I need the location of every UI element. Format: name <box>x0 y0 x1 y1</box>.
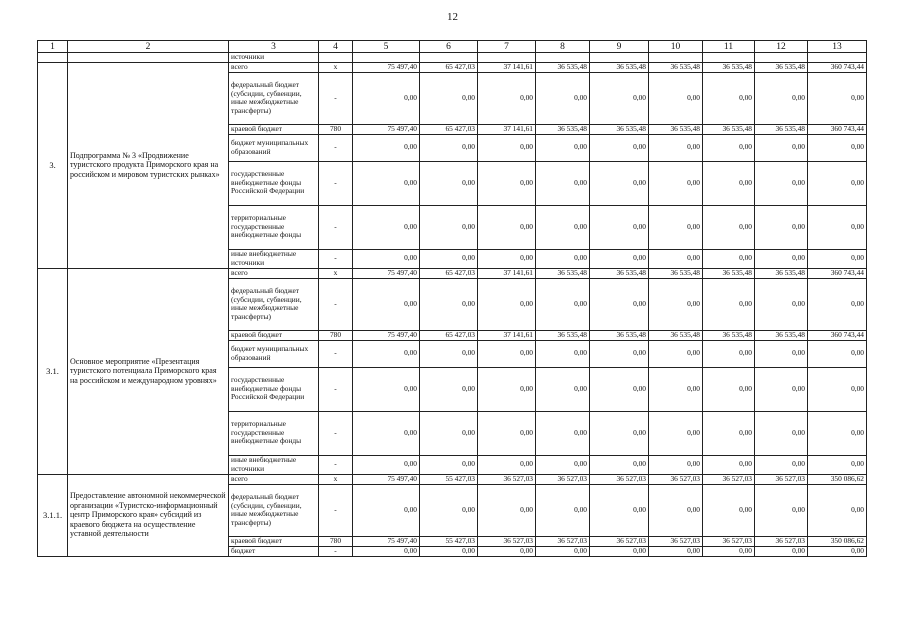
empty-cell <box>353 53 420 63</box>
empty-cell <box>808 53 867 63</box>
funding-source-label: краевой бюджет <box>229 536 319 546</box>
value-cell: 0,00 <box>420 340 478 367</box>
empty-cell <box>68 53 229 63</box>
value-cell: 36 535,48 <box>703 268 755 278</box>
value-cell: 0,00 <box>649 205 703 249</box>
value-cell: 0,00 <box>353 484 420 536</box>
column-header-7: 7 <box>478 41 536 53</box>
value-cell: 0,00 <box>808 546 867 556</box>
value-cell: 0,00 <box>536 546 590 556</box>
value-cell: 36 535,48 <box>755 124 808 134</box>
column-header-11: 11 <box>703 41 755 53</box>
value-cell: 0,00 <box>536 278 590 330</box>
value-cell: 0,00 <box>353 367 420 411</box>
value-cell: 36 535,48 <box>755 62 808 72</box>
budget-code: - <box>319 340 353 367</box>
value-cell: 0,00 <box>353 546 420 556</box>
value-cell: 36 535,48 <box>649 268 703 278</box>
value-cell: 36 535,48 <box>590 268 649 278</box>
value-cell: 36 527,03 <box>478 536 536 546</box>
value-cell: 360 743,44 <box>808 124 867 134</box>
column-header-10: 10 <box>649 41 703 53</box>
value-cell: 75 497,40 <box>353 536 420 546</box>
header-row <box>38 41 867 53</box>
value-cell: 37 141,61 <box>478 268 536 278</box>
value-cell: 0,00 <box>536 411 590 455</box>
continuation-row <box>38 53 867 63</box>
value-cell: 0,00 <box>536 455 590 474</box>
value-cell: 75 497,40 <box>353 330 420 340</box>
funding-source-label: краевой бюджет <box>229 124 319 134</box>
funding-source-label: государственные внебюджетные фонды Российской Федерации <box>229 367 319 411</box>
budget-code: - <box>319 484 353 536</box>
value-cell: 0,00 <box>478 72 536 124</box>
value-cell: 36 535,48 <box>703 62 755 72</box>
value-cell: 0,00 <box>353 134 420 161</box>
value-cell: 36 527,03 <box>703 474 755 484</box>
value-cell: 36 535,48 <box>703 124 755 134</box>
value-cell: 0,00 <box>649 411 703 455</box>
value-cell: 0,00 <box>808 161 867 205</box>
value-cell: 36 527,03 <box>649 536 703 546</box>
value-cell: 0,00 <box>649 455 703 474</box>
column-header-12: 12 <box>755 41 808 53</box>
value-cell: 75 497,40 <box>353 124 420 134</box>
value-cell: 0,00 <box>353 455 420 474</box>
value-cell: 0,00 <box>353 340 420 367</box>
column-header-8: 8 <box>536 41 590 53</box>
value-cell: 350 086,62 <box>808 536 867 546</box>
value-cell: 36 535,48 <box>755 268 808 278</box>
table-row <box>38 268 867 278</box>
value-cell: 360 743,44 <box>808 330 867 340</box>
value-cell: 0,00 <box>478 546 536 556</box>
value-cell: 0,00 <box>536 340 590 367</box>
value-cell: 0,00 <box>478 161 536 205</box>
value-cell: 0,00 <box>755 367 808 411</box>
value-cell: 0,00 <box>703 367 755 411</box>
program-title: Предоставление автономной некоммерческой организации «Туристско-информационный центр Приморского края» субсидий из краевого бюджета на осуществление уставной деятельности <box>68 474 229 556</box>
value-cell: 0,00 <box>590 455 649 474</box>
funding-source-label: федеральный бюджет (субсидии, субвенции, иные межбюджетные трансферты) <box>229 278 319 330</box>
table-row <box>38 62 867 72</box>
value-cell: 0,00 <box>703 411 755 455</box>
budget-code: 780 <box>319 330 353 340</box>
empty-cell <box>319 53 353 63</box>
row-number: 3.1.1. <box>38 474 68 556</box>
budget-code: - <box>319 205 353 249</box>
empty-cell <box>38 53 68 63</box>
value-cell: 0,00 <box>808 278 867 330</box>
value-cell: 0,00 <box>649 249 703 268</box>
value-cell: 0,00 <box>420 546 478 556</box>
budget-code: - <box>319 249 353 268</box>
funding-source-label: территориальные государственные внебюджетные фонды <box>229 411 319 455</box>
value-cell: 0,00 <box>703 546 755 556</box>
column-header-4: 4 <box>319 41 353 53</box>
value-cell: 0,00 <box>590 340 649 367</box>
value-cell: 0,00 <box>353 411 420 455</box>
value-cell: 0,00 <box>478 455 536 474</box>
funding-source-label: федеральный бюджет (субсидии, субвенции, иные межбюджетные трансферты) <box>229 484 319 536</box>
empty-cell <box>420 53 478 63</box>
program-title: Подпрограмма № 3 «Продвижение туристского продукта Приморского края на российском и мировом туристских рынках» <box>68 62 229 268</box>
value-cell: 0,00 <box>536 205 590 249</box>
value-cell: 0,00 <box>353 249 420 268</box>
value-cell: 36 527,03 <box>590 536 649 546</box>
value-cell: 0,00 <box>703 134 755 161</box>
funding-source-label: всего <box>229 474 319 484</box>
value-cell: 36 535,48 <box>755 330 808 340</box>
empty-cell <box>703 53 755 63</box>
value-cell: 0,00 <box>590 134 649 161</box>
value-cell: 0,00 <box>755 161 808 205</box>
value-cell: 0,00 <box>353 72 420 124</box>
value-cell: 0,00 <box>478 134 536 161</box>
value-cell: 75 497,40 <box>353 268 420 278</box>
funding-source-label: иные внебюджетные источники <box>229 249 319 268</box>
value-cell: 55 427,03 <box>420 536 478 546</box>
value-cell: 0,00 <box>755 205 808 249</box>
value-cell: 0,00 <box>590 249 649 268</box>
value-cell: 350 086,62 <box>808 474 867 484</box>
budget-table <box>37 40 867 557</box>
value-cell: 0,00 <box>649 161 703 205</box>
value-cell: 0,00 <box>755 340 808 367</box>
column-header-2: 2 <box>68 41 229 53</box>
value-cell: 0,00 <box>536 484 590 536</box>
value-cell: 0,00 <box>808 411 867 455</box>
value-cell: 36 535,48 <box>703 330 755 340</box>
value-cell: 65 427,03 <box>420 62 478 72</box>
value-cell: 0,00 <box>808 367 867 411</box>
value-cell: 0,00 <box>703 484 755 536</box>
value-cell: 36 535,48 <box>536 330 590 340</box>
row-number: 3.1. <box>38 268 68 474</box>
value-cell: 0,00 <box>755 72 808 124</box>
table-body <box>38 41 867 557</box>
value-cell: 0,00 <box>420 278 478 330</box>
value-cell: 36 535,48 <box>649 330 703 340</box>
value-cell: 65 427,03 <box>420 268 478 278</box>
value-cell: 0,00 <box>808 340 867 367</box>
value-cell: 0,00 <box>755 278 808 330</box>
column-header-6: 6 <box>420 41 478 53</box>
value-cell: 0,00 <box>808 484 867 536</box>
value-cell: 0,00 <box>353 161 420 205</box>
value-cell: 0,00 <box>703 72 755 124</box>
budget-code: - <box>319 546 353 556</box>
budget-code: 780 <box>319 536 353 546</box>
funding-source-label: государственные внебюджетные фонды Российской Федерации <box>229 161 319 205</box>
value-cell: 65 427,03 <box>420 124 478 134</box>
value-cell: 36 535,48 <box>649 62 703 72</box>
budget-code: x <box>319 268 353 278</box>
budget-code: x <box>319 474 353 484</box>
value-cell: 0,00 <box>420 161 478 205</box>
value-cell: 0,00 <box>649 278 703 330</box>
value-cell: 36 527,03 <box>755 474 808 484</box>
value-cell: 0,00 <box>420 484 478 536</box>
funding-source-label: всего <box>229 62 319 72</box>
value-cell: 0,00 <box>420 134 478 161</box>
column-header-5: 5 <box>353 41 420 53</box>
budget-code: - <box>319 278 353 330</box>
value-cell: 0,00 <box>590 411 649 455</box>
value-cell: 75 497,40 <box>353 62 420 72</box>
value-cell: 0,00 <box>420 455 478 474</box>
value-cell: 0,00 <box>353 278 420 330</box>
value-cell: 0,00 <box>755 249 808 268</box>
value-cell: 0,00 <box>478 205 536 249</box>
value-cell: 0,00 <box>649 546 703 556</box>
value-cell: 36 535,48 <box>590 124 649 134</box>
value-cell: 0,00 <box>649 340 703 367</box>
value-cell: 0,00 <box>755 411 808 455</box>
value-cell: 0,00 <box>808 249 867 268</box>
value-cell: 37 141,61 <box>478 62 536 72</box>
empty-cell <box>755 53 808 63</box>
value-cell: 36 527,03 <box>703 536 755 546</box>
funding-source-label: всего <box>229 268 319 278</box>
value-cell: 0,00 <box>808 205 867 249</box>
value-cell: 0,00 <box>755 134 808 161</box>
value-cell: 36 535,48 <box>649 124 703 134</box>
value-cell: 36 527,03 <box>478 474 536 484</box>
funding-source-label: бюджет муниципальных образований <box>229 340 319 367</box>
empty-cell <box>590 53 649 63</box>
value-cell: 36 535,48 <box>590 62 649 72</box>
value-cell: 360 743,44 <box>808 62 867 72</box>
value-cell: 0,00 <box>590 484 649 536</box>
program-title: Основное мероприятие «Презентация туристского потенциала Приморского края на российском и международном уровнях» <box>68 268 229 474</box>
value-cell: 0,00 <box>420 411 478 455</box>
value-cell: 37 141,61 <box>478 124 536 134</box>
value-cell: 0,00 <box>420 367 478 411</box>
value-cell: 0,00 <box>808 134 867 161</box>
row-number: 3. <box>38 62 68 268</box>
value-cell: 0,00 <box>590 546 649 556</box>
value-cell: 0,00 <box>590 205 649 249</box>
value-cell: 36 527,03 <box>536 474 590 484</box>
value-cell: 0,00 <box>353 205 420 249</box>
empty-cell <box>478 53 536 63</box>
value-cell: 36 535,48 <box>536 124 590 134</box>
value-cell: 55 427,03 <box>420 474 478 484</box>
value-cell: 0,00 <box>478 249 536 268</box>
value-cell: 0,00 <box>478 411 536 455</box>
budget-code: - <box>319 455 353 474</box>
value-cell: 36 527,03 <box>590 474 649 484</box>
budget-code: - <box>319 134 353 161</box>
value-cell: 0,00 <box>703 205 755 249</box>
page-number: 12 <box>447 11 458 23</box>
value-cell: 36 535,48 <box>590 330 649 340</box>
budget-code: - <box>319 367 353 411</box>
value-cell: 0,00 <box>649 72 703 124</box>
value-cell: 0,00 <box>478 278 536 330</box>
value-cell: 0,00 <box>703 161 755 205</box>
value-cell: 0,00 <box>755 546 808 556</box>
value-cell: 0,00 <box>649 134 703 161</box>
source-label: источники <box>229 53 319 63</box>
value-cell: 0,00 <box>703 455 755 474</box>
value-cell: 36 535,48 <box>536 268 590 278</box>
funding-source-label: федеральный бюджет (субсидии, субвенции, иные межбюджетные трансферты) <box>229 72 319 124</box>
value-cell: 0,00 <box>808 455 867 474</box>
value-cell: 0,00 <box>420 249 478 268</box>
value-cell: 0,00 <box>420 205 478 249</box>
value-cell: 0,00 <box>755 455 808 474</box>
value-cell: 0,00 <box>478 484 536 536</box>
value-cell: 0,00 <box>590 72 649 124</box>
value-cell: 36 527,03 <box>755 536 808 546</box>
funding-source-label: бюджет <box>229 546 319 556</box>
value-cell: 0,00 <box>590 278 649 330</box>
value-cell: 0,00 <box>478 340 536 367</box>
empty-cell <box>649 53 703 63</box>
budget-code: - <box>319 161 353 205</box>
value-cell: 0,00 <box>703 278 755 330</box>
value-cell: 360 743,44 <box>808 268 867 278</box>
budget-code: x <box>319 62 353 72</box>
table-row <box>38 474 867 484</box>
empty-cell <box>536 53 590 63</box>
value-cell: 65 427,03 <box>420 330 478 340</box>
value-cell: 0,00 <box>536 249 590 268</box>
value-cell: 0,00 <box>649 484 703 536</box>
funding-source-label: бюджет муниципальных образований <box>229 134 319 161</box>
column-header-3: 3 <box>229 41 319 53</box>
value-cell: 36 535,48 <box>536 62 590 72</box>
column-header-1: 1 <box>38 41 68 53</box>
value-cell: 0,00 <box>420 72 478 124</box>
value-cell: 0,00 <box>703 249 755 268</box>
value-cell: 0,00 <box>703 340 755 367</box>
budget-code: 780 <box>319 124 353 134</box>
value-cell: 0,00 <box>755 484 808 536</box>
value-cell: 36 527,03 <box>536 536 590 546</box>
value-cell: 75 497,40 <box>353 474 420 484</box>
value-cell: 0,00 <box>590 161 649 205</box>
value-cell: 0,00 <box>649 367 703 411</box>
value-cell: 0,00 <box>808 72 867 124</box>
budget-code: - <box>319 72 353 124</box>
value-cell: 0,00 <box>536 367 590 411</box>
value-cell: 0,00 <box>590 367 649 411</box>
funding-source-label: территориальные государственные внебюджетные фонды <box>229 205 319 249</box>
column-header-13: 13 <box>808 41 867 53</box>
value-cell: 37 141,61 <box>478 330 536 340</box>
value-cell: 0,00 <box>536 161 590 205</box>
funding-source-label: иные внебюджетные источники <box>229 455 319 474</box>
value-cell: 0,00 <box>478 367 536 411</box>
budget-code: - <box>319 411 353 455</box>
funding-source-label: краевой бюджет <box>229 330 319 340</box>
column-header-9: 9 <box>590 41 649 53</box>
value-cell: 0,00 <box>536 134 590 161</box>
value-cell: 36 527,03 <box>649 474 703 484</box>
value-cell: 0,00 <box>536 72 590 124</box>
